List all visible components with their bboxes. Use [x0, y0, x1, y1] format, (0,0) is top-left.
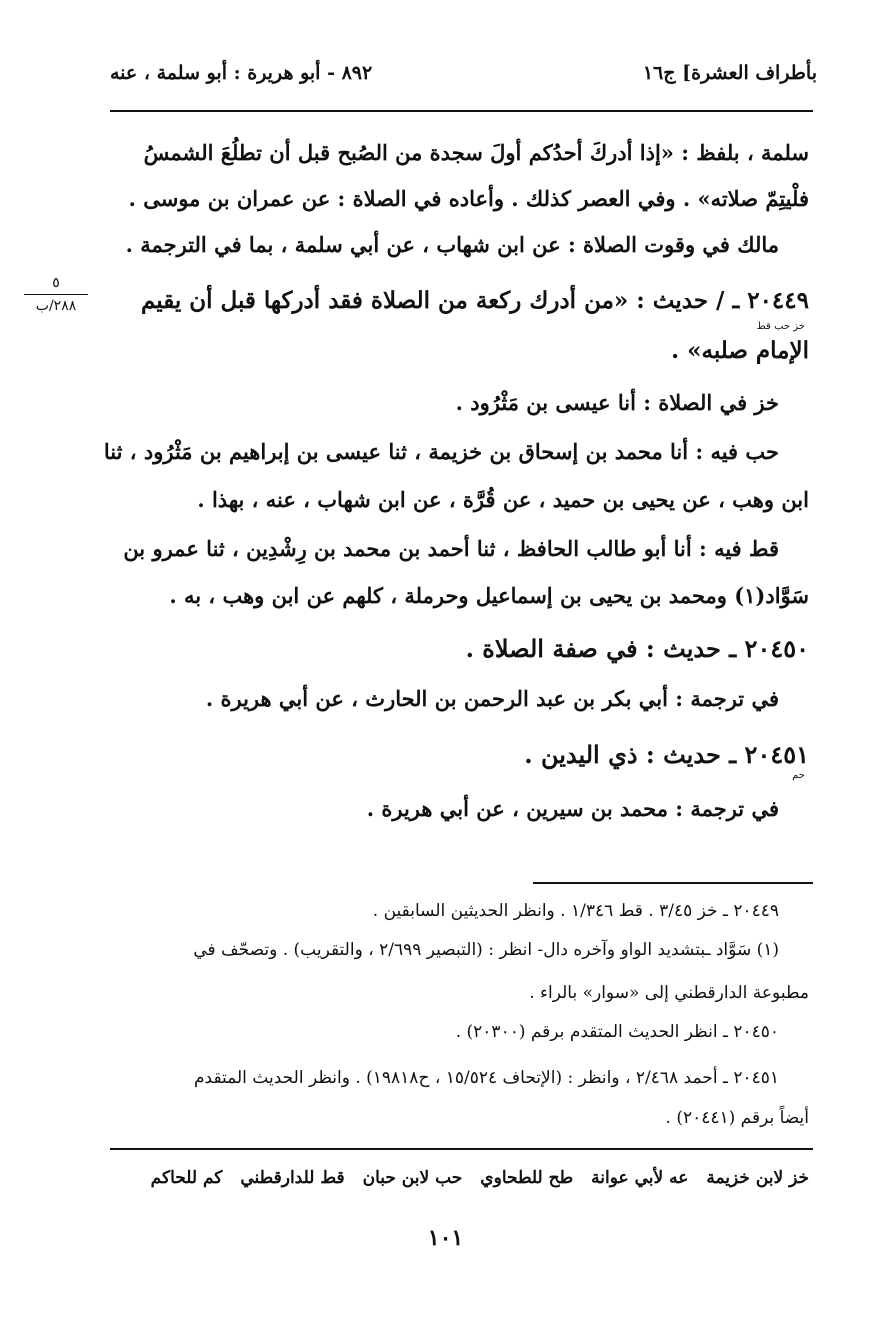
footnote-rule — [533, 882, 813, 884]
sigla-note: خز حب قط — [756, 321, 805, 332]
text-line: قط فيه : أنا أبو طالب الحافظ ، ثنا أحمد بن محمد بن رِشْدِين ، ثنا عمرو بن — [123, 536, 779, 561]
legend-item: طح للطحاوي — [480, 1168, 574, 1188]
legend-item: خز لابن خزيمة — [706, 1168, 809, 1188]
header-section: ٨٩٢ - أبو هريرة : أبو سلمة ، عنه — [110, 62, 373, 84]
footnote: (١) سَوَّاد ـبتشديد الواو وآخره دال- انظر : (التبصير ٢/٦٩٩ ، والتقريب) . وتصحّف في — [193, 940, 779, 960]
manuscript-folio-marker — [24, 275, 88, 314]
footnote: ٢٠٤٤٩ ـ خز ٣/٤٥ . قط ١/٣٤٦ . وانظر الحديثين السابقين . — [372, 901, 779, 921]
hadith-heading-20451: ٢٠٤٥١ ـ حديث : ذي اليدين . — [524, 740, 809, 769]
folio-number: ٢٨٨/ب — [35, 298, 77, 314]
text-line: مالك في وقوت الصلاة : عن ابن شهاب ، عن أبي سلمة ، بما في الترجمة . — [125, 232, 779, 257]
folio-divider — [24, 294, 88, 295]
sigla-note: حم — [792, 770, 805, 781]
footnote: ٢٠٤٥١ ـ أحمد ٢/٤٦٨ ، وانظر : (الإتحاف ١٥/٥٢٤ ، ح١٩٨١٨) . وانظر الحديث المتقدم — [194, 1068, 779, 1088]
text-line: الإمام صلبه» . — [671, 337, 809, 364]
legend-item: عه لأبي عوانة — [591, 1168, 689, 1188]
header-rule — [110, 110, 813, 112]
hadith-heading-20450: ٢٠٤٥٠ ـ حديث : في صفة الصلاة . — [465, 634, 809, 663]
legend-item: حب لابن حبان — [362, 1168, 463, 1188]
text-line: فلْيتِمّ صلاته» . وفي العصر كذلك . وأعاده في الصلاة : عن عمران بن موسى . — [128, 186, 809, 211]
text-line: في ترجمة : محمد بن سيرين ، عن أبي هريرة . — [366, 796, 779, 821]
footnote: مطبوعة الدارقطني إلى «سوار» بالراء . — [529, 983, 809, 1003]
page-number: ١٠١ — [427, 1225, 464, 1251]
text-line: سَوَّاد(١) ومحمد بن يحيى بن إسماعيل وحرملة ، كلهم عن ابن وهب ، به . — [169, 583, 809, 608]
text-line: خز في الصلاة : أنا عيسى بن مَثْرُود . — [455, 390, 779, 415]
folio-line-number: ٥ — [52, 275, 60, 291]
text-line: حب فيه : أنا محمد بن إسحاق بن خزيمة ، ثنا عيسى بن إبراهيم بن مَثْرُود ، ثنا — [103, 439, 779, 464]
hadith-heading-20449: ٢٠٤٤٩ ـ / حديث : «من أدرك ركعة من الصلاة فقد أدركها قبل أن يقيم — [140, 287, 809, 314]
text-line: ابن وهب ، عن يحيى بن حميد ، عن قُرَّة ، عن ابن شهاب ، عنه ، بهذا . — [197, 487, 809, 512]
footnote: أيضاً برقم (٢٠٤٤١) . — [665, 1108, 809, 1128]
legend-item: قط للدارقطني — [240, 1168, 345, 1188]
text-line: في ترجمة : أبي بكر بن عبد الرحمن بن الحارث ، عن أبي هريرة . — [205, 686, 779, 711]
abbreviation-legend — [110, 1168, 809, 1188]
footnote: ٢٠٤٥٠ ـ انظر الحديث المتقدم برقم (٢٠٣٠٠) . — [455, 1022, 779, 1042]
header-volume: بأطراف العشرة] ج١٦ — [642, 62, 817, 84]
legend-rule — [110, 1148, 813, 1150]
text-line: سلمة ، بلفظ : «إذا أدركَ أحدُكم أولَ سجدة من الصُبح قبل أن تطلُعَ الشمسُ — [143, 140, 809, 165]
legend-item: كم للحاكم — [150, 1168, 223, 1188]
